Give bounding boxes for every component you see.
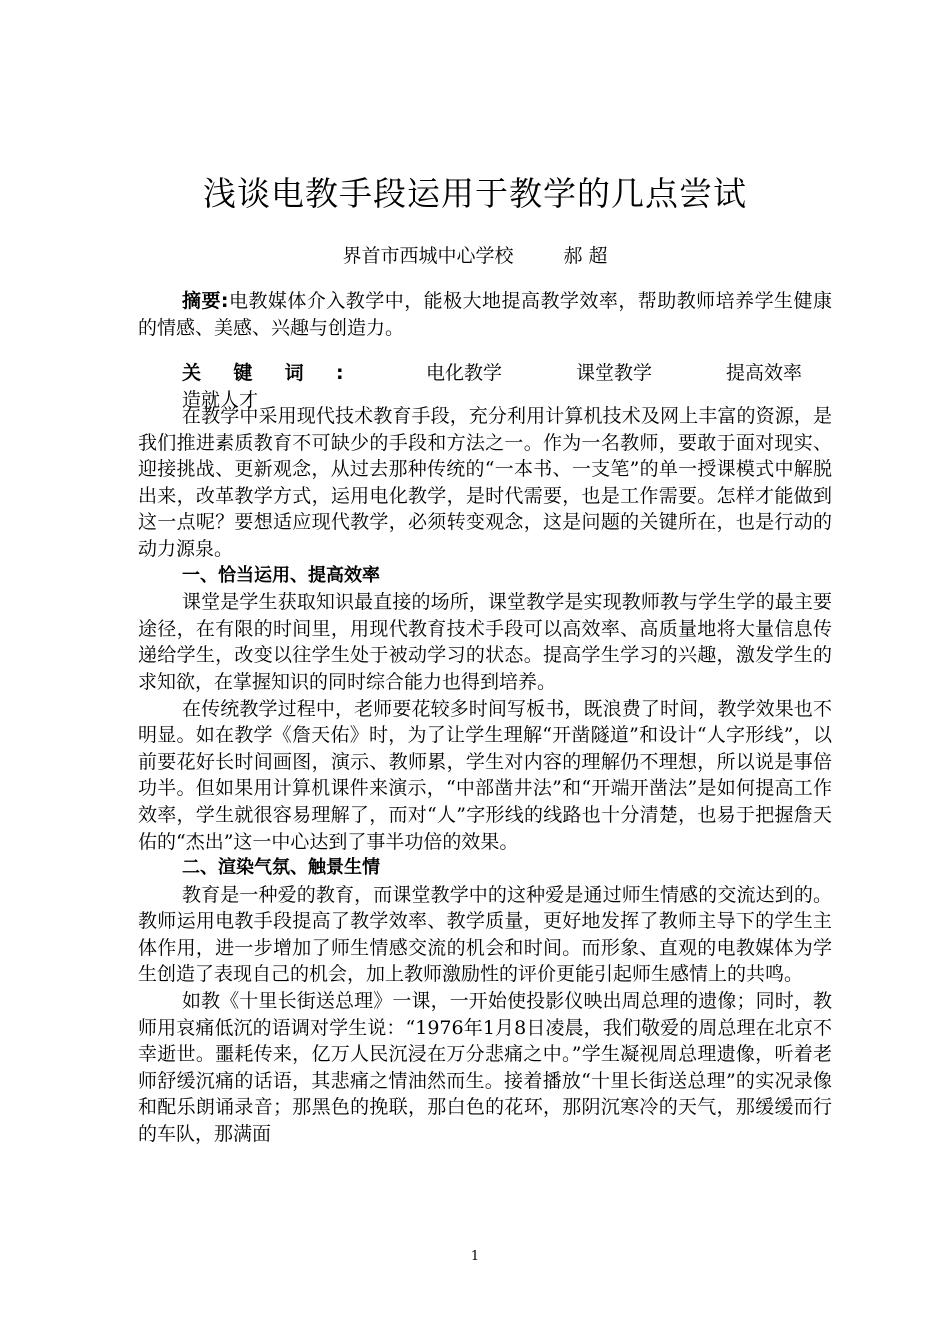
keyword: 提高效率 [725, 362, 802, 384]
body-text [138, 403, 832, 1148]
paragraph-s2-2: 如教《十里长街送总理》一课，一开始使投影仪映出周总理的遗像；同时，教师用哀痛低沉的语调对学生说：“1976年1月8日凌晨，我们敬爱的周总理在北京不幸逝世。噩耗传来，亿万人民沉浸在万分悲痛之中。”学生凝视周总理遗像，听着老师舒缓沉痛的话语，其悲痛之情油然而生。接着播放“十里长街送总理”的实况录像和配乐朗诵录音；那黑色的挽联，那白色的花环，那阴沉寒冷的天气，那缓缓而行的车队，那满面 [138, 990, 832, 1146]
abstract-label: 摘要: [182, 290, 229, 312]
keyword: 造就人才 [182, 388, 259, 411]
section-heading-2: 二、渲染气氛、触景生情 [182, 857, 380, 879]
keywords-label: 关键词: [182, 362, 344, 384]
author-line [0, 242, 950, 270]
keyword: 电化教学 [425, 362, 502, 384]
abstract [138, 288, 832, 341]
paragraph-s1-1: 课堂是学生获取知识最直接的场所，课堂教学是实现教师教与学生学的最主要途径，在有限的时间里，用现代教育技术手段可以高效率、高质量地将大量信息传递给学生，改变以往学生处于被动学习的状态。提高学生学习的兴趣，激发学生的求知欲，在掌握知识的同时综合能力也得到培养。 [138, 591, 832, 693]
author-school: 界首市西城中心学校 [342, 245, 514, 267]
abstract-text: 电教媒体介入教学中，能极大地提高教学效率，帮助教师培养学生健康的情感、美感、兴趣与创造力。 [138, 290, 832, 339]
document-title: 浅谈电教手段运用于教学的几点尝试 [203, 174, 747, 213]
section-heading-1: 一、恰当运用、提高效率 [182, 564, 380, 586]
keyword: 课堂教学 [575, 362, 652, 384]
page-number: 1 [470, 1249, 480, 1264]
paragraph-s1-2: 在传统教学过程中，老师要花较多时间写板书，既浪费了时间，教学效果也不明显。如在教学《詹天佑》时，为了让学生理解“开凿隧道”和设计“人字形线”，以前要花好长时间画图，演示、教师累，学生对内容的理解仍不理想，所以说是事倍功半。但如果用计算机课件来演示，“中部凿井法”和“开端开凿法”是如何提高工作效率，学生就很容易理解了，而对“人”字形线的线路也十分清楚，也易于把握詹天佑的“杰出”这一中心达到了事半功倍的效果。 [138, 697, 832, 853]
paragraph-intro: 在教学中采用现代技术教育手段，充分利用计算机技术及网上丰富的资源，是我们推进素质教育不可缺少的手段和方法之一。作为一名教师，要敢于面对现实、迎接挑战、更新观念，从过去那种传统的“一本书、一支笔”的单一授课模式中解脱出来，改革教学方式，运用电化教学，是时代需要，也是工作需要。怎样才能做到这一点呢？要想适应现代教学，必须转变观念，这是问题的关键所在，也是行动的动力源泉。 [138, 405, 832, 560]
paragraph-s2-1: 教育是一种爱的教育，而课堂教学中的这种爱是通过师生情感的交流达到的。教师运用电教手段提高了教学效率、教学质量，更好地发挥了教师主导下的学生主体作用，进一步增加了师生情感交流的机会和时间。而形象、直观的电教媒体为学生创造了表现自己的机会，加上教师激励性的评价更能引起师生感情上的共鸣。 [138, 883, 832, 986]
author-name: 郝 超 [563, 245, 608, 267]
